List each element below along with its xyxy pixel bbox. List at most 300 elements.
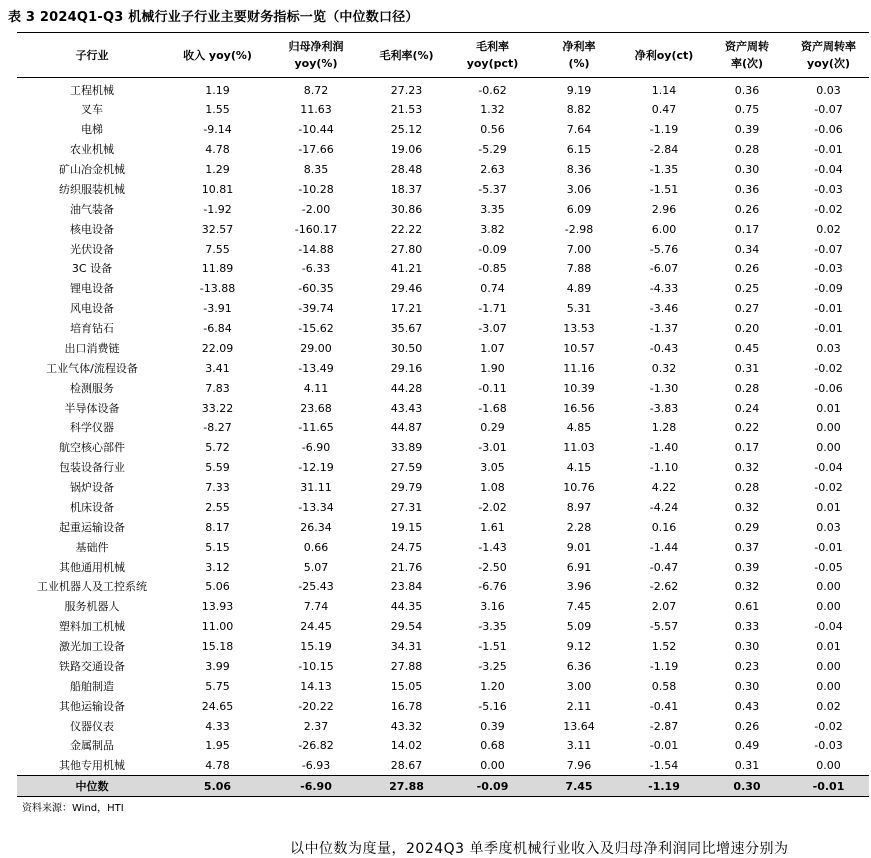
metric-cell: 0.00 [816,679,841,693]
median-value-cell: 0.30 [706,776,788,797]
table-header-row [17,33,869,78]
median-value-cell: -6.90 [268,776,364,797]
sub-industry-cell: 包装设备行业 [59,461,125,475]
sub-industry-cell: 风电设备 [70,302,114,316]
column-header-line1: 净利oy(ct) [634,48,694,62]
metric-cell: 43.32 [390,719,423,733]
table-row [17,597,869,617]
metric-cell: 3.16 [480,600,505,614]
sub-industry-cell: 服务机器人 [64,600,120,614]
metric-cell: 0.22 [734,421,760,435]
metric-cell: 1.32 [480,103,505,117]
metric-cell: 0.02 [816,222,841,236]
metric-cell: -1.51 [478,640,507,654]
metric-cell: 1.14 [651,84,677,97]
metric-cell: 3.11 [566,739,592,753]
metric-cell: -13.88 [199,282,236,296]
metric-cell: 1.07 [480,341,505,355]
metric-cell: 0.32 [734,580,760,594]
metric-cell: -2.98 [564,222,594,236]
metric-cell: -3.01 [478,441,507,455]
metric-cell: 0.01 [816,640,841,654]
metric-cell: 0.00 [816,441,841,455]
sub-industry-cell: 锅炉设备 [70,481,114,495]
metric-cell: 2.28 [566,520,592,534]
table-row [17,537,869,557]
metric-cell: -25.43 [298,580,334,594]
column-header-line1: 归母净利润 [288,40,344,53]
metric-cell: -0.02 [814,719,843,733]
metric-cell: 0.30 [734,163,760,177]
table-row [17,676,869,696]
metric-cell: 21.53 [390,103,423,117]
metric-cell: -20.22 [298,699,334,713]
sub-industry-cell: 矿山冶金机械 [59,163,125,177]
metric-cell: 10.39 [563,381,595,395]
metric-cell: 1.90 [480,361,505,375]
table-row [17,756,869,776]
metric-cell: 8.17 [205,520,230,534]
metric-cell: 0.58 [651,679,677,693]
sub-industry-cell: 核电设备 [70,222,114,236]
metric-cell: -2.87 [649,719,679,733]
metric-cell: -13.34 [298,500,334,514]
metric-cell: 29.54 [390,620,423,634]
metric-cell: -15.62 [298,322,334,336]
median-value-cell: 5.06 [167,776,268,797]
sub-industry-cell: 基础件 [75,540,109,554]
metric-cell: 0.32 [651,361,677,375]
metric-cell: -1.43 [478,540,507,554]
metric-cell: 44.35 [390,600,423,614]
sub-industry-cell: 叉车 [81,103,103,117]
sub-industry-cell: 铁路交通设备 [59,659,125,673]
metric-cell: 5.06 [205,580,230,594]
metric-cell: 0.00 [480,759,505,773]
metric-cell: -3.35 [478,620,507,634]
metric-cell: -9.14 [203,123,232,137]
metric-cell: -10.15 [298,659,334,673]
table-title: 表 3 2024Q1-Q3 机械行业子行业主要财务指标一览（中位数口径） [8,10,419,25]
sub-industry-cell: 农业机械 [70,143,114,157]
table-row [17,378,869,398]
metric-cell: 6.09 [566,202,592,216]
metric-cell: 10.57 [563,341,595,355]
table-row [17,418,869,438]
metric-cell: -14.88 [298,242,334,256]
metric-cell: 4.15 [566,461,592,475]
metric-cell: 9.01 [566,540,592,554]
table-row [17,358,869,378]
metric-cell: 24.45 [300,620,332,634]
metric-cell: 27.59 [390,461,423,475]
metric-cell: 28.48 [390,163,423,177]
metric-cell: -39.74 [298,302,334,316]
metric-cell: -1.19 [649,659,679,673]
sub-industry-cell: 其他运输设备 [59,699,125,713]
metric-cell: 44.28 [390,381,423,395]
metric-cell: 1.28 [651,421,677,435]
metric-cell: -0.62 [478,84,507,97]
column-header-line1: 子行业 [75,48,109,62]
metric-cell: -0.01 [814,302,843,316]
metric-cell: 41.21 [390,262,423,276]
metric-cell: 0.45 [734,341,760,355]
metric-cell: 0.32 [734,500,760,514]
sub-industry-cell: 仪器仪表 [70,719,114,733]
metric-cell: 0.26 [734,202,760,216]
metric-cell: 2.07 [651,600,677,614]
metric-cell: -1.40 [649,441,679,455]
metric-cell: 0.68 [480,739,505,753]
column-header [449,33,536,78]
column-header-line2: 率(次) [730,57,764,70]
sub-industry-cell: 工业机器人及工控系统 [37,580,147,594]
metric-cell: 0.00 [816,580,841,594]
metric-cell: -6.76 [478,580,507,594]
metric-cell: 0.39 [734,560,760,574]
metric-cell: -12.19 [298,461,334,475]
metric-cell: -0.85 [478,262,507,276]
metric-cell: 0.28 [734,381,760,395]
metric-cell: 1.19 [205,84,230,97]
metric-cell: -5.29 [478,143,507,157]
metric-cell: -1.19 [649,123,679,137]
metric-cell: 4.78 [205,759,230,773]
metric-cell: -0.07 [814,103,843,117]
metric-cell: 0.26 [734,719,760,733]
column-header-line1: 净利率 [562,40,596,53]
metric-cell: 0.02 [816,699,841,713]
metric-cell: 0.28 [734,143,760,157]
metric-cell: 3.99 [205,659,230,673]
metric-cell: 30.50 [390,341,423,355]
metric-cell: 30.86 [390,202,423,216]
metric-cell: 1.95 [205,739,230,753]
metric-cell: -0.05 [814,560,843,574]
metric-cell: -6.90 [301,441,331,455]
sub-industry-cell: 电梯 [81,123,103,137]
column-header [788,33,869,78]
metric-cell: 1.08 [480,481,505,495]
column-header-line1: 毛利率 [476,40,509,53]
table-row [17,180,869,200]
metric-cell: -2.00 [301,202,331,216]
metric-cell: 14.02 [390,739,423,753]
metric-cell: -0.02 [814,481,843,495]
metric-cell: 0.61 [734,600,760,614]
table-row [17,279,869,299]
metric-cell: 10.76 [563,481,595,495]
metric-cell: -3.25 [478,659,507,673]
column-header-line1: 资产周转 [725,40,769,53]
metric-cell: 2.37 [303,719,329,733]
sub-industry-cell: 3C 设备 [71,262,113,276]
metric-cell: 0.36 [734,182,760,196]
metric-cell: -0.43 [649,341,679,355]
metric-cell: 5.31 [566,302,592,316]
column-header-line1: 毛利率(%) [379,48,434,62]
metric-cell: -6.84 [203,322,232,336]
metric-cell: 0.00 [816,759,841,773]
metric-cell: 1.20 [480,679,505,693]
metric-cell: -3.91 [203,302,232,316]
metric-cell: 0.39 [734,123,760,137]
metric-cell: 3.12 [205,560,230,574]
metric-cell: 22.22 [390,222,423,236]
metric-cell: 0.23 [734,659,760,673]
metric-cell: 1.61 [480,520,505,534]
sub-industry-cell: 其他通用机械 [59,560,125,574]
metric-cell: -0.07 [814,242,843,256]
metric-cell: -0.09 [478,242,507,256]
metric-cell: -0.03 [814,182,843,196]
table-row [17,319,869,339]
sub-industry-cell: 起重运输设备 [59,520,125,534]
metric-cell: -2.62 [649,580,679,594]
metric-cell: 5.09 [566,620,592,634]
median-value-cell: -0.09 [449,776,536,797]
table-row [17,696,869,716]
metric-cell: -160.17 [294,222,338,236]
metric-cell: 3.41 [205,361,230,375]
table-row [17,219,869,239]
metric-cell: -6.93 [301,759,331,773]
metric-cell: -1.51 [649,182,679,196]
table-row [17,736,869,756]
sub-industry-cell: 培育钻石 [70,322,114,336]
metric-cell: 26.34 [300,520,332,534]
metric-cell: 13.53 [563,322,595,336]
metric-cell: 0.01 [816,401,841,415]
metric-cell: 33.22 [201,401,234,415]
metric-cell: 29.46 [390,282,423,296]
metric-cell: 18.37 [390,182,423,196]
metric-cell: 6.00 [651,222,677,236]
metric-cell: 0.00 [816,421,841,435]
metric-cell: 0.00 [816,600,841,614]
metric-cell: 5.07 [303,560,329,574]
metric-cell: 7.33 [205,481,230,495]
table-row [17,78,869,101]
sub-industry-cell: 油气装备 [70,202,114,216]
column-header [622,33,706,78]
metric-cell: -5.16 [478,699,507,713]
column-header-line1: 收入 yoy(%) [183,48,252,62]
metric-cell: 4.11 [303,381,329,395]
table-row [17,120,869,140]
metric-cell: 0.01 [816,500,841,514]
metric-cell: -1.35 [649,163,679,177]
column-header-line2: yoy(%) [294,57,338,70]
metric-cell: 29.00 [300,341,332,355]
metric-cell: 16.78 [390,699,423,713]
metric-cell: -60.35 [298,282,334,296]
metric-cell: 19.15 [390,520,423,534]
metric-cell: 0.17 [734,441,760,455]
metric-cell: 0.39 [480,719,505,733]
table-row [17,438,869,458]
financial-metrics-table [17,32,869,797]
column-header [706,33,788,78]
metric-cell: 7.55 [205,242,230,256]
metric-cell: 0.56 [480,123,505,137]
metric-cell: 0.03 [816,84,841,97]
metric-cell: 17.21 [390,302,423,316]
metric-cell: 4.78 [205,143,230,157]
table-row [17,398,869,418]
metric-cell: 19.06 [390,143,423,157]
metric-cell: 11.63 [300,103,332,117]
metric-cell: 0.30 [734,640,760,654]
median-value-cell: 7.45 [536,776,622,797]
metric-cell: 8.82 [566,103,592,117]
metric-cell: -0.01 [649,739,679,753]
column-header [364,33,449,78]
metric-cell: 0.49 [734,739,760,753]
metric-cell: 31.11 [300,481,332,495]
metric-cell: -10.44 [298,123,334,137]
source-note: 资料来源：Wind，HTI [22,803,124,814]
metric-cell: 5.59 [205,461,230,475]
table-row [17,259,869,279]
column-header-line2: (%) [568,57,590,70]
metric-cell: 4.89 [566,282,592,296]
metric-cell: 7.96 [566,759,592,773]
table-body [17,78,869,776]
metric-cell: 0.26 [734,262,760,276]
metric-cell: 0.36 [734,84,760,97]
table-row [17,239,869,259]
metric-cell: 4.33 [205,719,230,733]
table-row [17,557,869,577]
metric-cell: 0.74 [480,282,505,296]
metric-cell: -2.84 [649,143,679,157]
metric-cell: 0.29 [480,421,505,435]
sub-industry-cell: 船舶制造 [70,679,114,693]
table-row [17,199,869,219]
sub-industry-cell: 塑料加工机械 [59,620,125,634]
metric-cell: 5.75 [205,679,230,693]
median-label-cell: 中位数 [17,776,167,797]
sub-industry-cell: 工业气体/流程设备 [46,361,138,375]
metric-cell: 11.89 [201,262,234,276]
metric-cell: 15.18 [201,640,234,654]
metric-cell: 7.45 [566,600,592,614]
metric-cell: 35.67 [390,322,423,336]
metric-cell: 0.47 [651,103,677,117]
table-row [17,140,869,160]
metric-cell: 6.36 [566,659,592,673]
metric-cell: 6.15 [566,143,592,157]
metric-cell: 2.11 [566,699,592,713]
metric-cell: -0.03 [814,262,843,276]
metric-cell: 0.43 [734,699,760,713]
column-header-line2: yoy(pct) [466,57,519,70]
metric-cell: -1.30 [649,381,679,395]
metric-cell: 16.56 [563,401,595,415]
metric-cell: 2.55 [205,500,230,514]
metric-cell: 2.96 [651,202,677,216]
metric-cell: 0.16 [651,520,677,534]
metric-cell: -0.11 [478,381,507,395]
metric-cell: 0.31 [734,361,760,375]
metric-cell: -2.02 [478,500,507,514]
table-row [17,339,869,359]
sub-industry-cell: 科学仪器 [70,421,114,435]
metric-cell: 0.66 [303,540,329,554]
metric-cell: 8.35 [303,163,329,177]
metric-cell: 24.65 [201,699,234,713]
metric-cell: -10.28 [298,182,334,196]
metric-cell: 0.27 [734,302,760,316]
metric-cell: 23.84 [390,580,423,594]
metric-cell: 15.19 [300,640,332,654]
metric-cell: 7.88 [566,262,592,276]
metric-cell: -1.10 [649,461,679,475]
sub-industry-cell: 激光加工设备 [59,640,125,654]
table-row [17,617,869,637]
column-header-line2: yoy(次) [807,57,850,70]
metric-cell: 3.35 [480,202,505,216]
sub-industry-cell: 出口消费链 [64,341,120,355]
metric-cell: 33.89 [390,441,423,455]
metric-cell: 7.64 [566,123,592,137]
metric-cell: 0.00 [816,659,841,673]
sub-industry-cell: 半导体设备 [64,401,120,415]
sub-industry-cell: 其他专用机械 [59,759,125,773]
table-row [17,577,869,597]
metric-cell: 29.79 [390,481,423,495]
metric-cell: -1.37 [649,322,679,336]
metric-cell: 13.64 [563,719,595,733]
metric-cell: 0.24 [734,401,760,415]
metric-cell: 1.29 [205,163,230,177]
metric-cell: 3.00 [566,679,592,693]
metric-cell: 23.68 [300,401,332,415]
metric-cell: -0.06 [814,381,843,395]
metric-cell: -0.02 [814,202,843,216]
metric-cell: -3.46 [649,302,679,316]
metric-cell: 21.76 [390,560,423,574]
metric-cell: -0.04 [814,461,843,475]
metric-cell: 1.55 [205,103,230,117]
metric-cell: -0.09 [814,282,843,296]
metric-cell: 15.05 [390,679,423,693]
metric-cell: 0.32 [734,461,760,475]
sub-industry-cell: 光伏设备 [70,242,114,256]
metric-cell: 27.31 [390,500,423,514]
metric-cell: 25.12 [390,123,423,137]
metric-cell: -0.47 [649,560,679,574]
metric-cell: 11.16 [563,361,595,375]
metric-cell: 34.31 [390,640,423,654]
metric-cell: 0.03 [816,341,841,355]
column-header [268,33,364,78]
table-row [17,299,869,319]
sub-industry-cell: 金属制品 [70,739,114,753]
metric-cell: 0.31 [734,759,760,773]
metric-cell: -0.01 [814,143,843,157]
table-row [17,716,869,736]
table-row [17,160,869,180]
metric-cell: -26.82 [298,739,334,753]
metric-cell: 1.52 [651,640,677,654]
metric-cell: -5.57 [649,620,679,634]
metric-cell: -11.65 [298,421,334,435]
metric-cell: 27.88 [390,659,423,673]
metric-cell: 0.37 [734,540,760,554]
